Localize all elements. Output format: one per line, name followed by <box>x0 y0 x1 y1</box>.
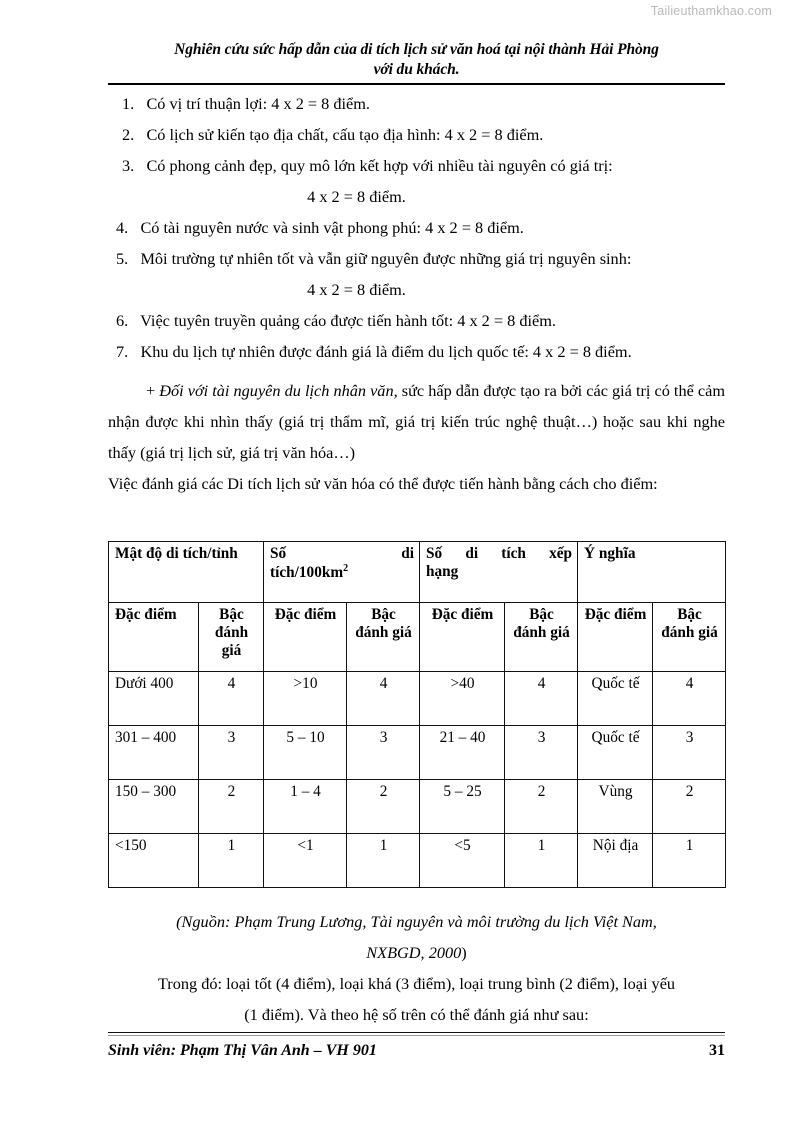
list-item-marker: 3. <box>122 156 135 175</box>
table-cell: 5 – 10 <box>264 726 347 780</box>
list-item <box>108 220 725 251</box>
list-item-text: Khu du lịch tự nhiên được đánh giá là điểm du lịch quốc tế: 4 x 2 = 8 điểm. <box>140 342 632 361</box>
running-header <box>108 40 725 85</box>
list-item-marker: 4. <box>116 218 129 237</box>
table-cell: 3 <box>505 726 578 780</box>
sub-header-criterion-3: Đặc điểm <box>420 603 505 672</box>
group-header-per-area-b: di <box>401 545 415 562</box>
table-cell: Nội địa <box>578 834 653 888</box>
sub-header-score-4: Bậc đánh giá <box>653 603 726 672</box>
list-item-text: 4 x 2 = 8 điểm. <box>307 187 406 206</box>
list-item <box>108 344 725 375</box>
list-item-marker: 1. <box>122 94 135 113</box>
scoring-table-wrapper <box>108 541 725 888</box>
group-header-per-area-line2: tích/100km <box>270 564 344 582</box>
paragraph-italic-lead: Đối với tài nguyên du lịch nhân văn, <box>159 381 398 400</box>
list-item <box>108 96 725 127</box>
list-item-continuation <box>108 189 725 220</box>
table-cell: Vùng <box>578 780 653 834</box>
table-cell: Dưới 400 <box>109 672 199 726</box>
sub-header-score-2: Bậc đánh giá <box>347 603 420 672</box>
table-cell: 301 – 400 <box>109 726 199 780</box>
table-cell: 21 – 40 <box>420 726 505 780</box>
table-cell: 4 <box>199 672 264 726</box>
paragraph-evaluation: Việc đánh giá các Di tích lịch sử văn hóa có thể được tiến hành bằng cách cho điểm: <box>108 474 658 493</box>
paragraph-rest: sức hấp dẫn được tạo ra bởi các giá trị có thể cảm nhận được khi nhìn thấy (giá trị thẩm mĩ, giá trị kiến trúc nghệ thuật…) hoặc sau khi nghe thấy (giá trị lịch sử, giá trị văn hóa…) <box>108 381 726 462</box>
table-cell: 2 <box>347 780 420 834</box>
table-cell: 1 <box>347 834 420 888</box>
note-line-1: Trong đó: loại tốt (4 điểm), loại khá (3 điểm), loại trung bình (2 điểm), loại yếu <box>157 974 676 993</box>
table-cell: 1 <box>505 834 578 888</box>
body-content <box>108 96 725 499</box>
table-cell: Quốc tế <box>578 672 653 726</box>
list-item <box>108 251 725 282</box>
header-title-line-1: Nghiên cứu sức hấp dẫn của di tích lịch sử văn hoá tại nội thành Hải Phòng <box>174 41 659 58</box>
table-cell: 5 – 25 <box>420 780 505 834</box>
header-title-line-2: với du khách. <box>373 61 460 79</box>
list-item <box>108 313 725 344</box>
sub-header-criterion-1: Đặc điểm <box>109 603 199 672</box>
table-cell: >10 <box>264 672 347 726</box>
list-item-text: Việc tuyên truyền quảng cáo được tiến hành tốt: 4 x 2 = 8 điểm. <box>140 311 556 330</box>
sub-header-score-1: Bậc đánh giá <box>199 603 264 672</box>
footer-student-name: Sinh viên: Phạm Thị Vân Anh – VH 901 <box>108 1042 377 1059</box>
source-citation-line-2 <box>108 937 725 968</box>
list-item-continuation <box>108 282 725 313</box>
table-cell: 1 <box>653 834 726 888</box>
scoring-table <box>108 541 726 888</box>
list-item-marker: 5. <box>116 249 129 268</box>
header-title <box>108 40 725 80</box>
after-table-text <box>108 906 725 1030</box>
header-rule <box>108 83 725 85</box>
table-cell: Quốc tế <box>578 726 653 780</box>
table-row <box>109 780 726 834</box>
source-citation-line-1: (Nguồn: Phạm Trung Lương, Tài nguyên và môi trường du lịch Việt Nam, <box>176 912 657 931</box>
table-cell: 3 <box>653 726 726 780</box>
page-footer <box>108 1032 725 1060</box>
list-item <box>108 158 725 189</box>
table-cell: 1 – 4 <box>264 780 347 834</box>
list-item-marker: 7. <box>116 342 129 361</box>
table-cell: 4 <box>505 672 578 726</box>
list-item-marker: 6. <box>116 311 129 330</box>
list-item-text: Có lịch sử kiến tạo địa chất, cấu tạo địa hình: 4 x 2 = 8 điểm. <box>146 125 544 144</box>
footer-row <box>108 1042 725 1060</box>
sub-header-criterion-2: Đặc điểm <box>264 603 347 672</box>
source-close-paren: ) <box>461 943 467 962</box>
table-row <box>109 726 726 780</box>
list-item-text: Có vị trí thuận lợi: 4 x 2 = 8 điểm. <box>146 94 370 113</box>
table-cell: 1 <box>199 834 264 888</box>
list-item-marker: 2. <box>122 125 135 144</box>
source-publisher: NXBGD, 2000 <box>366 943 462 962</box>
table-group-header-row <box>109 542 726 603</box>
table-row <box>109 834 726 888</box>
table-cell: <5 <box>420 834 505 888</box>
note-line-2: (1 điểm). Và theo hệ số trên có thể đánh giá như sau: <box>244 1005 589 1024</box>
group-header-ranked: Số di tích xếp hạng <box>420 542 578 603</box>
table-cell: <150 <box>109 834 199 888</box>
list-item-text: Môi trường tự nhiên tốt và vẫn giữ nguyên được những giá trị nguyên sinh: <box>140 249 632 268</box>
table-row <box>109 672 726 726</box>
list-item-text: Có phong cảnh đẹp, quy mô lớn kết hợp với nhiều tài nguyên có giá trị: <box>146 156 613 175</box>
table-cell: 4 <box>347 672 420 726</box>
table-sub-header-row <box>109 603 726 672</box>
table-cell: 2 <box>505 780 578 834</box>
list-item-text: Có tài nguyên nước và sinh vật phong phú: 4 x 2 = 8 điểm. <box>140 218 524 237</box>
paragraph-human-resources <box>108 375 725 468</box>
group-header-significance: Ý nghĩa <box>578 542 726 603</box>
table-cell: 4 <box>653 672 726 726</box>
sub-header-score-3: Bậc đánh giá <box>505 603 578 672</box>
plus-marker: + <box>146 381 160 400</box>
table-cell: >40 <box>420 672 505 726</box>
sub-header-criterion-4: Đặc điểm <box>578 603 653 672</box>
group-header-per-area-a: Số <box>270 545 287 562</box>
table-cell: 150 – 300 <box>109 780 199 834</box>
group-header-per-area-sup: 2 <box>343 563 349 575</box>
group-header-density: Mật độ di tích/tỉnh <box>109 542 264 603</box>
table-cell: 3 <box>347 726 420 780</box>
list-item-text: 4 x 2 = 8 điểm. <box>307 280 406 299</box>
footer-rule <box>108 1032 725 1036</box>
table-cell: 2 <box>199 780 264 834</box>
group-header-per-area <box>264 542 420 603</box>
table-cell: 3 <box>199 726 264 780</box>
list-item <box>108 127 725 158</box>
table-cell: <1 <box>264 834 347 888</box>
table-cell: 2 <box>653 780 726 834</box>
watermark-text: Tailieuthamkhao.com <box>650 4 772 18</box>
page-number: 31 <box>709 1042 725 1059</box>
